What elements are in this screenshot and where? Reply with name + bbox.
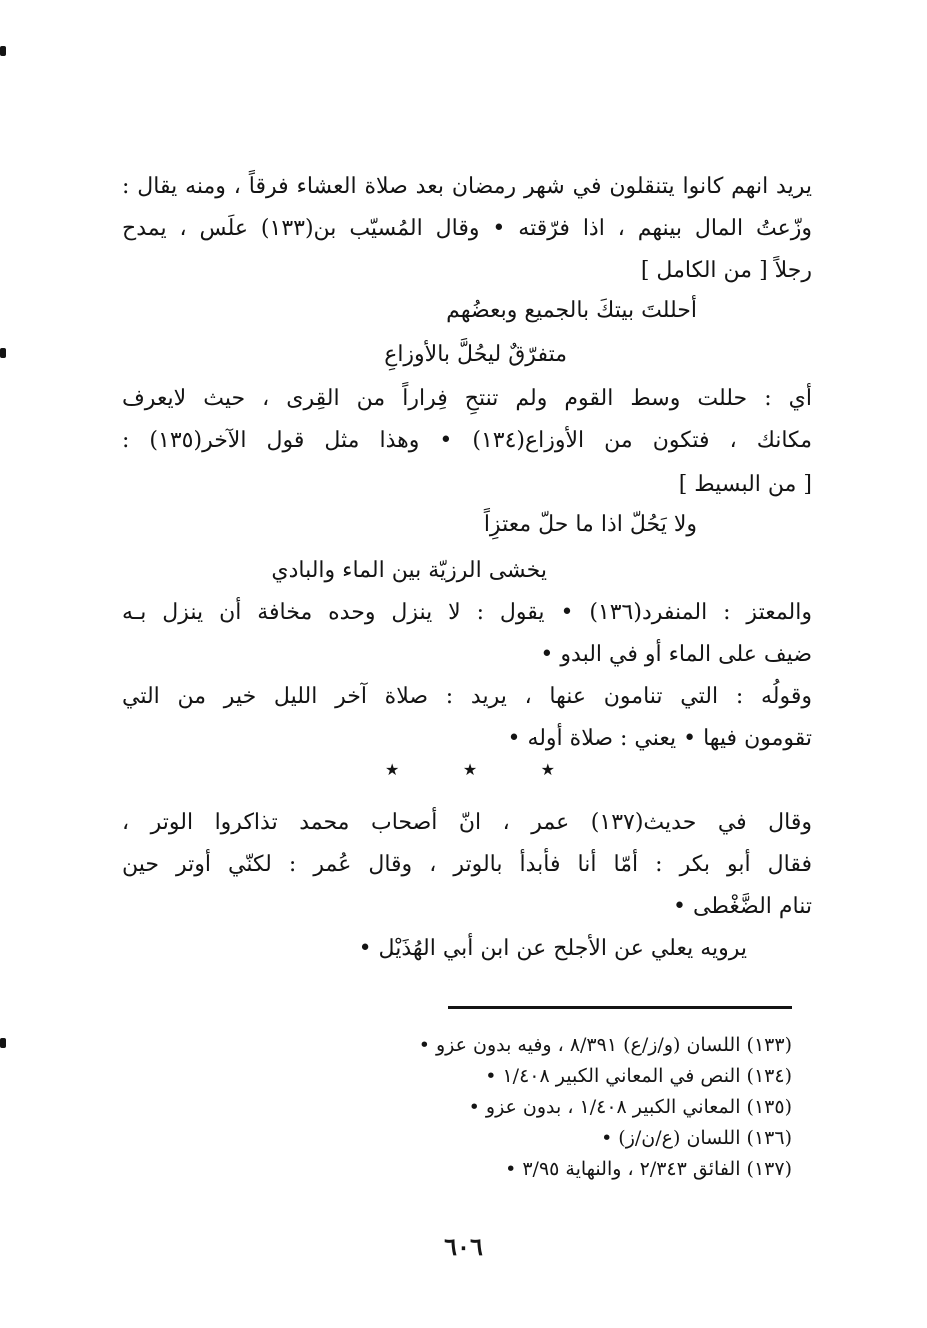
star-icon: ★ [462, 760, 478, 779]
body-line: والمعتز : المنفرد(١٣٦) • يقول : لا ينزل وحده مخافة أن ينزل بـه [122, 600, 812, 625]
meter-label: رجلاً [ من الكامل ] [640, 258, 812, 283]
footnote: (١٣٦) اللسان (ع/ن/ز) • [601, 1127, 792, 1149]
body-line: وقال في حديث(١٣٧) عمر ، انّ أصحاب محمد تذاكروا الوتر ، [122, 810, 813, 835]
section-divider [385, 760, 555, 779]
scan-edge-mark [0, 348, 6, 358]
footnote: (١٣٣) اللسان (و/ز/ع) ٨/٣٩١ ، وفيه بدون عزو • [418, 1034, 792, 1056]
star-icon: ★ [385, 760, 400, 779]
star-icon: ★ [540, 760, 555, 779]
page-number: ٦٠٦ [444, 1232, 483, 1261]
body-line: مكانك ، فتكون من الأوزاع(١٣٤) • وهذا مثل قول الآخر(١٣٥) : [122, 428, 812, 453]
body-line: يرويه يعلي عن الأجلح عن ابن أبي الهُذَيْل • [358, 936, 747, 961]
footnote: (١٣٥) المعاني الكبير ١/٤٠٨ ، بدون عزو • [468, 1096, 792, 1118]
scan-edge-mark [0, 1038, 6, 1048]
body-line: وقولُه : التي تنامون عنها ، يريد : صلاة آخر الليل خير من التي [122, 684, 812, 709]
body-line: فقال أبو بكر : أمّا أنا فأبدأ بالوتر ، وقال عُمر : لكنّي أوتر حين [122, 852, 812, 877]
verse-line: ولا يَحُلّ اذا ما حلّ معتزِاً [483, 512, 697, 537]
verse-line: أحللتَ بيتكَ بالجميع وبعضُهم [446, 298, 697, 323]
body-line: تقومون فيها • يعني : صلاة أوله • [507, 726, 812, 751]
body-line: أي : حللت وسط القوم ولم تنتحِ فِراراً من القِرى ، حيث لايعرف [122, 386, 812, 411]
body-line: ضيف على الماء أو في البدو • [540, 642, 812, 667]
body-line: يريد انهم كانوا يتنقلون في شهر رمضان بعد صلاة العشاء فرقاً ، ومنه يقال : [122, 174, 812, 199]
meter-label: [ من البسيط ] [678, 472, 812, 497]
scan-edge-mark [0, 46, 6, 56]
body-line: تنام الضَّغْطى • [673, 894, 812, 919]
verse-line: يخشى الرزيّة بين الماء والبادي [271, 558, 547, 583]
footnote: (١٣٧) الفائق ٢/٣٤٣ ، والنهاية ٣/٩٥ • [505, 1158, 792, 1180]
body-line: وزّعتُ المال بينهم ، اذا فرّقته • وقال المُسيّب بن(١٣٣) علَس ، يمدح [122, 216, 812, 241]
verse-line: متفرّقٌ ليحُلَّ بالأوزاعِ [384, 342, 567, 367]
footnote-separator [448, 1006, 792, 1009]
footnote: (١٣٤) النص في المعاني الكبير ١/٤٠٨ • [485, 1065, 792, 1087]
